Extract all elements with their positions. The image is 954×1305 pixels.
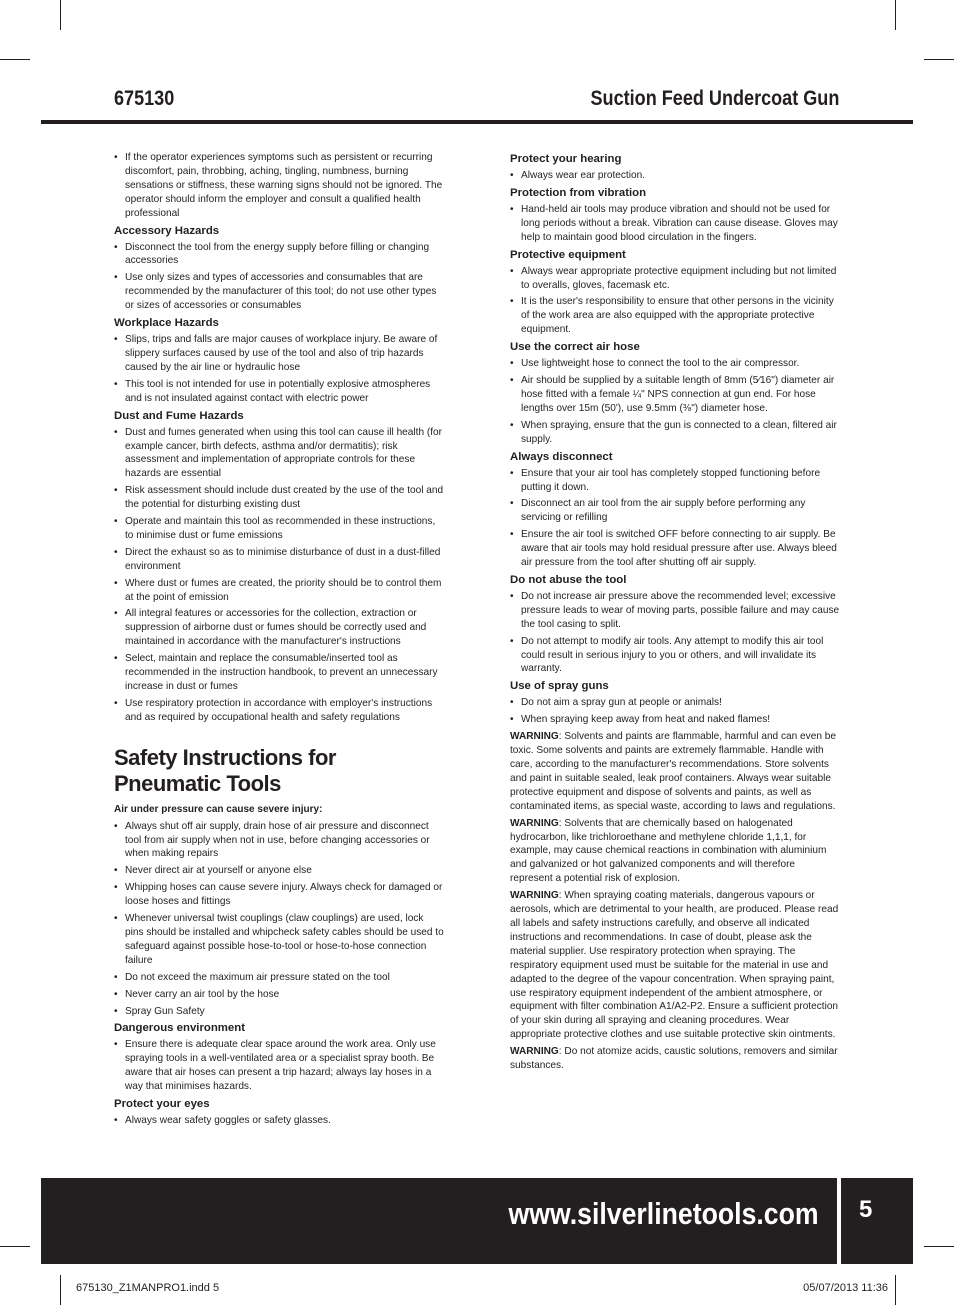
air-subheading: Air under pressure can cause severe injury: xyxy=(114,803,323,815)
warning-text: : Solvents that are chemically based on halogenated hydrocarbon, like trichloroethane and methylene chloride 1,1,1, for example, may cause chemical reactions in combination with aluminium and galvanized or hot galvanized components and will therefore represent a potential risk of explosion. xyxy=(510,817,827,885)
left-column xyxy=(114,151,444,1131)
list-item: • Use respiratory protection in accordance with employer's instructions and as required by occupational health and safety regulations xyxy=(114,697,444,725)
dust-heading: Dust and Fume Hazards xyxy=(114,409,244,422)
vibration-list xyxy=(510,203,840,245)
page-title: Suction Feed Undercoat Gun xyxy=(590,87,839,110)
crop-mark xyxy=(0,59,30,60)
list-item: • Ensure the air tool is switched OFF before connecting to air supply. Be aware that air tools may hold residual pressure after use. Always bleed air pressure from the tool after shutting off air supply. xyxy=(510,528,840,570)
hose-heading: Use the correct air hose xyxy=(510,341,640,354)
eyes-heading: Protect your eyes xyxy=(114,1098,210,1111)
accessory-list xyxy=(114,241,444,314)
crop-mark xyxy=(895,0,896,30)
list-item: • Do not exceed the maximum air pressure stated on the tool xyxy=(114,971,444,985)
crop-mark xyxy=(60,0,61,30)
list-item: • Dust and fumes generated when using this tool can cause ill health (for example cancer, birth defects, asthma and/or dermatitis); risk assessment and implementation of appropriate controls for these hazards are essential xyxy=(114,426,444,482)
warning-label: WARNING xyxy=(510,890,559,902)
hearing-list xyxy=(510,169,840,183)
warning-halogenated xyxy=(510,817,840,887)
date-slug: 05/07/2013 11:36 xyxy=(803,1282,888,1294)
list-item: • Hand-held air tools may produce vibration and should not be used for long periods without a break. Vibration can cause disease. Gloves may help to maintain good blood circulation in the fingers. xyxy=(510,203,840,245)
list-item: • Risk assessment should include dust created by the use of the tool and the potential for disturbing existing dust xyxy=(114,484,444,512)
list-item: • Where dust or fumes are created, the priority should be to control them at the point of emission xyxy=(114,577,444,605)
pneumatic-heading: Safety Instructions for Pneumatic Tools xyxy=(114,744,336,796)
warning-vapours xyxy=(510,889,840,1042)
intro-list xyxy=(114,151,444,221)
spray-heading: Use of spray guns xyxy=(510,680,609,693)
list-item: • Never direct air at yourself or anyone else xyxy=(114,864,444,878)
list-item: • Select, maintain and replace the consumable/inserted tool as recommended in the instruction handbook, to prevent an unnecessary increase in dust or fumes xyxy=(114,652,444,694)
list-item: • Slips, trips and falls are major causes of workplace injury. Be aware of slippery surfaces caused by use of the tool and also of trip hazards caused by the air line or hydraulic hose xyxy=(114,333,444,375)
crop-mark xyxy=(0,1246,30,1247)
list-item: • Never carry an air tool by the hose xyxy=(114,988,444,1002)
list-item: • Whipping hoses can cause severe injury. Always check for damaged or loose hoses and fittings xyxy=(114,881,444,909)
hose-list xyxy=(510,357,840,446)
list-item: • When spraying, ensure that the gun is connected to a clean, filtered air supply. xyxy=(510,419,840,447)
list-item: • Do not aim a spray gun at people or animals! xyxy=(510,696,840,710)
list-item: • Direct the exhaust so as to minimise disturbance of dust in a dust-filled environment xyxy=(114,546,444,574)
disconnect-list xyxy=(510,467,840,570)
list-item: • Use only sizes and types of accessories and consumables that are recommended by the manufacturer of this tool; do not use other types or sizes of accessories or consumables xyxy=(114,271,444,313)
list-item: • All integral features or accessories for the collection, extraction or suppression of airborne dust or fumes should be correctly used and maintained in accordance with the manufacturer's instructions xyxy=(114,607,444,649)
warning-label: WARNING xyxy=(510,817,559,829)
page-number: 5 xyxy=(859,1196,873,1223)
vibration-heading: Protection from vibration xyxy=(510,186,647,199)
crop-mark xyxy=(924,59,954,60)
disconnect-heading: Always disconnect xyxy=(510,450,613,463)
workplace-list xyxy=(114,333,444,406)
protective-list xyxy=(510,265,840,338)
warning-acids xyxy=(510,1045,840,1073)
website-url[interactable]: www.silverlinetools.com xyxy=(508,1196,819,1231)
list-item: • Ensure that your air tool has completely stopped functioning before putting it down. xyxy=(510,467,840,495)
list-item: • When spraying keep away from heat and naked flames! xyxy=(510,713,840,727)
abuse-list xyxy=(510,590,840,676)
danger-heading: Dangerous environment xyxy=(114,1022,246,1035)
list-item: • It is the user's responsibility to ensure that other persons in the vicinity of the work area are also equipped with the appropriate protective equipment. xyxy=(510,295,840,337)
protective-heading: Protective equipment xyxy=(510,248,626,261)
list-item: • Do not increase air pressure above the recommended level; excessive pressure leads to wear of moving parts, possible failure and may cause the tool casing to split. xyxy=(510,590,840,632)
list-item: • If the operator experiences symptoms such as persistent or recurring discomfort, pain, throbbing, aching, tingling, numbness, burning sensations or stiffness, these warning signs should not be ignored. The operator should inform the employer and consult a qualified health professional xyxy=(114,151,444,221)
footer-bar xyxy=(41,1178,837,1264)
list-item: • Disconnect the tool from the energy supply before filling or changing accessories xyxy=(114,241,444,269)
warning-text: : Solvents and paints are flammable, harmful and can even be toxic. Some solvents and paints are extremely flammable. Handle with care, according to the manufacturer's recommendations. Store solvents and paint in suitable sealed, leak proof containers. Always wear suitable protective equipment and dispose of solvents and paints, as well as contaminated items, as special waste, according to laws and regulations. xyxy=(510,731,836,812)
danger-list xyxy=(114,1038,444,1094)
warning-text: : When spraying coating materials, dangerous vapours or aerosols, which are detrimental to your health, are produced. Please read all labels and safety instructions carefully, and observe all indicated instructions and recommendations. In case of doubt, please ask the material supplier. Use respiratory protection when spraying. The respiratory equipment used must be suitable for the material in use and adapted to the degree of the vapour concentration. When spraying paint, use respiratory equipment independent of the ambient atmosphere, or equipment with filter combination A1/A2-P2. Ensure a sufficient protection of your skin during all spraying and cleaning procedures. Wear appropriate protective clothes and use suitable protective skin ointments. xyxy=(510,890,839,1041)
list-item: • Always shut off air supply, drain hose of air pressure and disconnect tool from air supply when not in use, before changing accessories or when making repairs xyxy=(114,820,444,862)
warning-text: : Do not atomize acids, caustic solutions, removers and similar substances. xyxy=(510,1046,838,1072)
model-number: 675130 xyxy=(114,87,175,110)
spray-list xyxy=(510,696,840,727)
air-list xyxy=(114,820,444,1019)
list-item: • Air should be supplied by a suitable length of 8mm (5⁄16") diameter air hose fitted with a female ¼" NPS connection at gun end. For hose lengths over 15m (50'), use 9.5mm (⅜") diameter hose. xyxy=(510,374,840,416)
list-item: • Disconnect an air tool from the air supply before performing any servicing or refilling xyxy=(510,497,840,525)
crop-mark xyxy=(895,1275,896,1305)
eyes-list xyxy=(114,1114,444,1128)
list-item: • Whenever universal twist couplings (claw couplings) are used, lock pins should be installed and whipcheck safety cables should be used to safeguard against possible hose-to-tool or hose-to-hose connection failure xyxy=(114,912,444,968)
file-slug: 675130_Z1MANPRO1.indd 5 xyxy=(76,1282,220,1294)
warning-label: WARNING xyxy=(510,731,559,743)
list-item: • Always wear ear protection. xyxy=(510,169,840,183)
warning-solvents xyxy=(510,730,840,813)
list-item: • Spray Gun Safety xyxy=(114,1005,444,1019)
workplace-heading: Workplace Hazards xyxy=(114,317,219,330)
hearing-heading: Protect your hearing xyxy=(510,153,622,165)
accessory-heading: Accessory Hazards xyxy=(114,224,220,237)
right-column xyxy=(510,151,840,1076)
dust-list xyxy=(114,426,444,725)
list-item: • Do not attempt to modify air tools. Any attempt to modify this air tool could result in serious injury to you or others, and will invalidate its warranty. xyxy=(510,635,840,677)
abuse-heading: Do not abuse the tool xyxy=(510,573,627,586)
warning-label: WARNING xyxy=(510,1046,559,1058)
list-item: • Use lightweight hose to connect the tool to the air compressor. xyxy=(510,357,840,371)
list-item: • This tool is not intended for use in potentially explosive atmospheres and is not insulated against contact with electric power xyxy=(114,378,444,406)
crop-mark xyxy=(924,1246,954,1247)
page-number-box xyxy=(841,1178,913,1264)
list-item: • Always wear appropriate protective equipment including but not limited to overalls, gloves, facemask etc. xyxy=(510,265,840,293)
header-rule xyxy=(41,120,913,124)
list-item: • Always wear safety goggles or safety glasses. xyxy=(114,1114,444,1128)
crop-mark xyxy=(60,1275,61,1305)
list-item: • Ensure there is adequate clear space around the work area. Only use spraying tools in a well-ventilated area or a specialist spray booth. Be aware that air hoses can present a trip hazard; always lay hoses in a way that minimises hazards. xyxy=(114,1038,444,1094)
list-item: • Operate and maintain this tool as recommended in these instructions, to minimise dust or fume emissions xyxy=(114,515,444,543)
